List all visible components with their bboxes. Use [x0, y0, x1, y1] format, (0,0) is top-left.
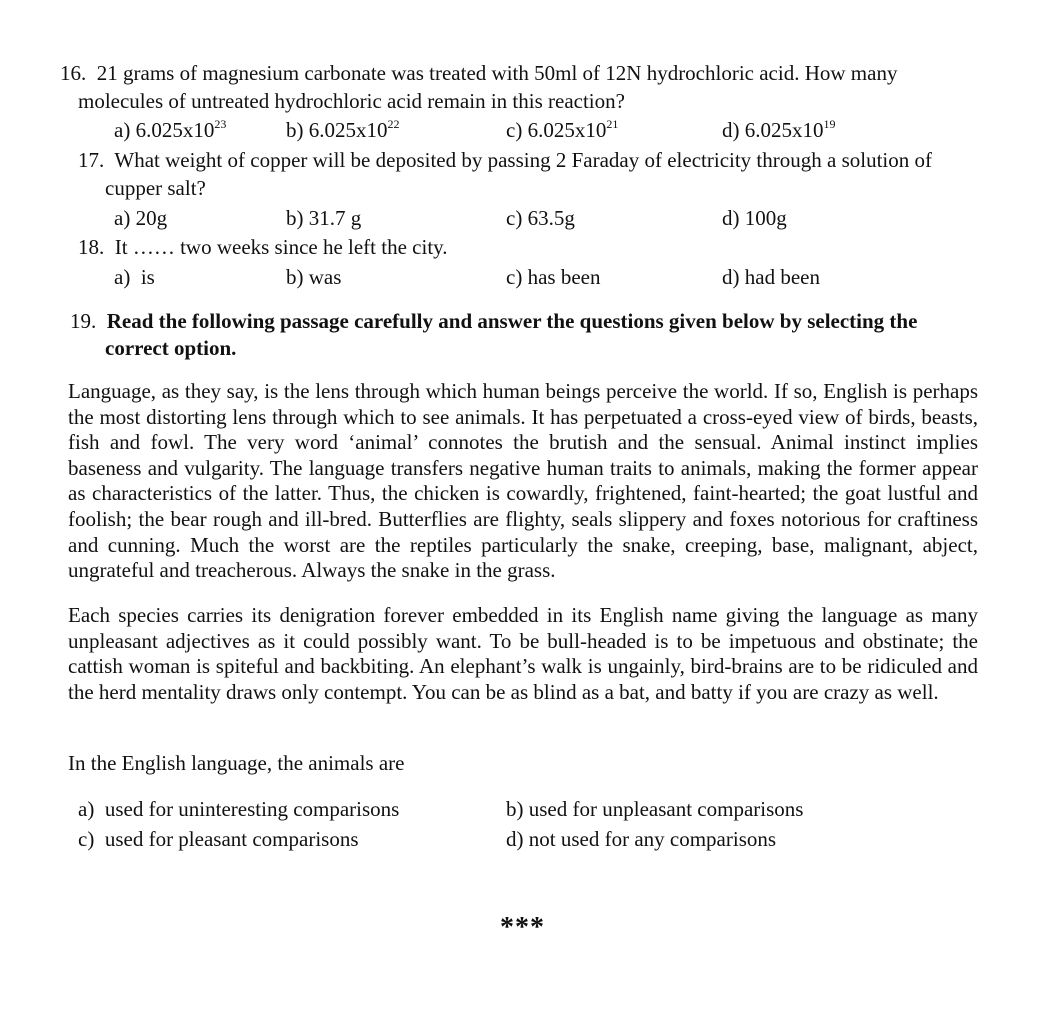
question-text: It …… two weeks since he left the city.: [114, 235, 448, 259]
passage-option-d[interactable]: d) not used for any comparisons: [506, 827, 777, 851]
q18-option-c[interactable]: c) has been: [506, 265, 601, 289]
q17-option-d[interactable]: d) 100g: [722, 206, 787, 230]
question-number: 17.: [78, 148, 105, 172]
question-text: What weight of copper will be deposited by passing 2 Faraday of electricity through a solution of: [114, 148, 933, 172]
q16-option-c[interactable]: c) $6.025x10^{21}$: [506, 117, 619, 142]
passage-option-c[interactable]: c) used for pleasant comparisons: [78, 827, 359, 851]
passage-option-a[interactable]: a) used for uninteresting comparisons: [78, 797, 400, 821]
question-18-line1: [78, 234, 448, 260]
question-number: 19.: [70, 309, 97, 333]
question-text: 21 grams of magnesium carbonate was treated with 50ml of 12N hydrochloric acid. How many: [96, 61, 898, 85]
end-mark: ***: [500, 912, 545, 943]
q16-option-d[interactable]: d) $6.025x10^{19}$: [722, 117, 836, 142]
question-19-line2: correct option.: [105, 336, 237, 360]
q18-option-b[interactable]: b) was: [286, 265, 342, 289]
q17-option-b[interactable]: b) 31.7 g: [286, 206, 362, 230]
passage-paragraph-1: Language, as they say, is the lens through which human beings perceive the world. If so, English is perhaps the most distorting lens through which to see animals. It has perpetuated a cross-eyed view of birds, beasts, fish and fowl. The very word ‘animal’ connotes the brutish and the sensual. Animal instinct implies baseness and vulgarity. The language transfers negative human traits to animals, making the former appear as characteristics of the latter. Thus, the chicken is cowardly, frightened, faint-hearted; the goat lustful and foolish; the bear rough and ill-bred. Butterflies are flighty, seals slippery and foxes notorious for craftiness and cunning. Much the worst are the reptiles particularly the snake, creeping, base, malignant, abject, ungrateful and treacherous. Always the snake in the grass.: [68, 379, 978, 583]
question-16-line2: molecules of untreated hydrochloric acid remain in this reaction?: [78, 89, 625, 113]
q18-option-d[interactable]: d) had been: [722, 265, 820, 289]
question-text: Read the following passage carefully and answer the questions given below by selecting the: [106, 309, 918, 333]
q18-option-a[interactable]: a) is: [114, 265, 155, 289]
q16-option-a[interactable]: a) $6.025x10^{23}$: [114, 117, 227, 142]
q16-option-b[interactable]: b) $6.025x10^{22}$: [286, 117, 400, 142]
question-19-line1: [70, 308, 917, 334]
question-16-line1: [60, 60, 897, 86]
question-17-line1: [78, 147, 932, 173]
question-17-line2: cupper salt?: [105, 176, 206, 200]
q17-option-c[interactable]: c) 63.5g: [506, 206, 575, 230]
passage-paragraph-2: Each species carries its denigration forever embedded in its English name giving the language as many unpleasant adjectives as it could possibly want. To be bull-headed is to be impetuous and obstinate; the cattish woman is spiteful and backbiting. An elephant’s walk is ungainly, bird-brains are to be ridiculed and the herd mentality draws only contempt. You can be as blind as a bat, and batty if you are crazy as well.: [68, 603, 978, 704]
passage-question: In the English language, the animals are: [68, 751, 405, 775]
q17-option-a[interactable]: a) 20g: [114, 206, 168, 230]
question-number: 16.: [60, 61, 87, 85]
passage-option-b[interactable]: b) used for unpleasant comparisons: [506, 797, 804, 821]
question-number: 18.: [78, 235, 105, 259]
